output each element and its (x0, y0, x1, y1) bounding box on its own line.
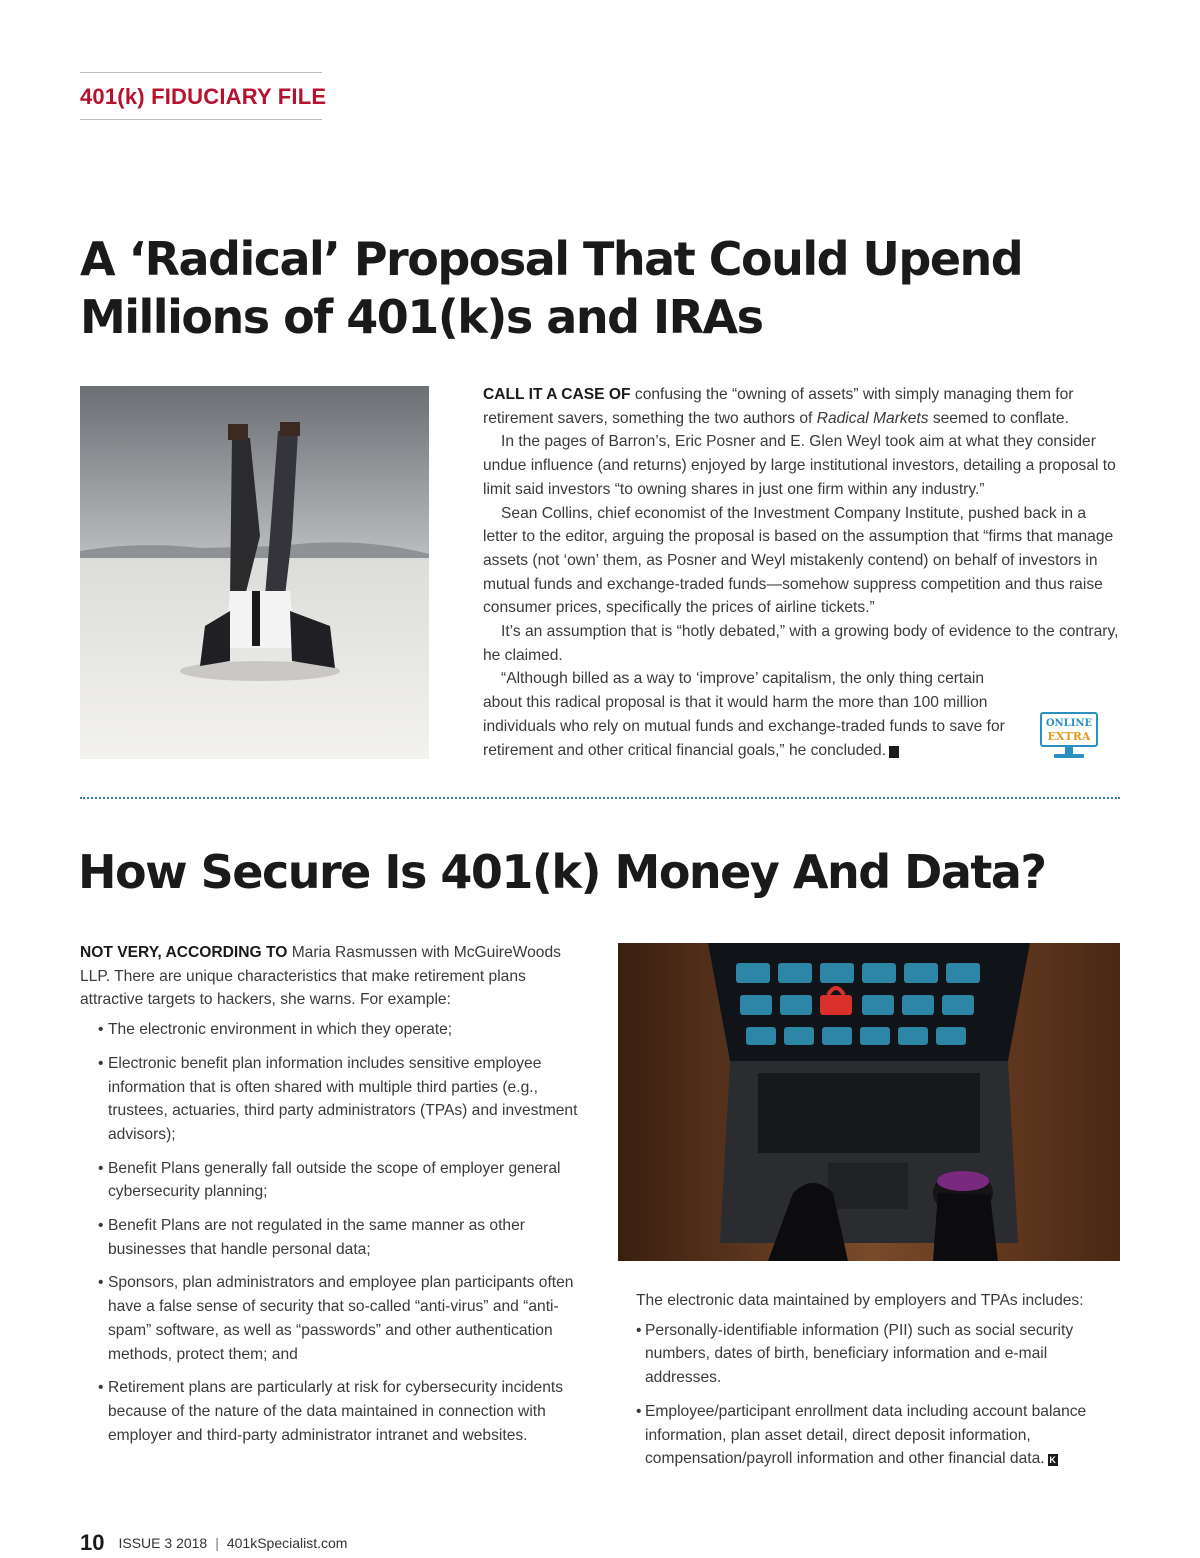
data-section (636, 1289, 1120, 1481)
data-intro: The electronic data maintained by employers and TPAs includes: (636, 1292, 1084, 1309)
list-item: • The electronic environment in which they operate; (80, 1018, 580, 1042)
issue-label: ISSUE 3 2018 (118, 1535, 208, 1551)
list-item: • Sponsors, plan administrators and employee plan participants often have a false sense of security that so-called “anti-virus” and “anti-spam” software, as well as “passwords” and other authentication methods, protect them; and (80, 1271, 580, 1366)
article1-paragraph-2: In the pages of Barron’s, Eric Posner and E. Glen Weyl took aim at what they consider undue influence (and returns) enjoyed by large institutional investors, detailing a proposal to limit said investors “to owning shares in just one firm within any industry.” (483, 433, 1116, 498)
article1-p5-text: “Although billed as a way to ‘improve’ capitalism, the only thing certain about this radical proposal is that it would harm the more than 100 million individuals who rely on mutual funds and exchange-traded funds to save for retirement and other critical financial goals,” he concluded. (483, 670, 1005, 759)
list-item: • Benefit Plans generally fall outside the scope of employer general cybersecurity planning; (80, 1157, 580, 1204)
bottom-rule (80, 119, 322, 120)
article1-paragraph-5 (483, 667, 1013, 762)
online-extra-badge[interactable] (1040, 712, 1098, 760)
list-item (636, 1400, 1120, 1471)
article1-p1-text: confusing the “owning of assets” with simply managing them for retirement savers, something the two authors of (483, 386, 1074, 427)
article-divider (80, 797, 1120, 799)
article1-paragraph-4: It’s an assumption that is “hotly debated,” with a growing body of evidence to the contrary, he claimed. (483, 623, 1119, 664)
book-title: Radical Markets (816, 409, 929, 427)
article1-paragraph-1 (483, 383, 1123, 430)
end-mark-icon: K (889, 746, 899, 758)
article1-paragraph-3: Sean Collins, chief economist of the Investment Company Institute, pushed back in a letter to the editor, arguing the proposal is based on the assumption that “firms that manage assets (not ‘own’ them, as Posner and Weyl mistakenly contend) on behalf of investors in mutual funds and exchange-traded funds—somehow suppress competition and thus raise consumer prices, specifically the prices of airline tickets.” (483, 504, 1114, 617)
badge-line-1: ONLINE (1045, 718, 1093, 729)
page-footer (80, 1530, 347, 1556)
list-item: • Retirement plans are particularly at risk for cybersecurity incidents because of the nature of the data maintained in connection with employer and third-party administrator intranet and websites. (80, 1376, 580, 1447)
risk-list (80, 1018, 580, 1447)
article2-headline: How Secure Is 401(k) Money And Data? (78, 845, 1046, 899)
article2-intro-text: Maria Rasmussen with McGuireWoods LLP. There are unique characteristics that make retirement plans attractive targets to hackers, she warns. For example: (80, 944, 561, 1009)
article1-body (483, 383, 1123, 762)
badge-line-2: EXTRA (1047, 730, 1091, 743)
page-number: 10 (80, 1530, 105, 1555)
end-mark-icon: K (1049, 1455, 1056, 1466)
list-item: • Benefit Plans are not regulated in the same manner as other businesses that handle personal data; (80, 1214, 580, 1261)
top-rule (80, 72, 322, 73)
list-item: • Personally-identifiable information (PII) such as social security numbers, dates of birth, beneficiary information and e-mail addresses. (636, 1319, 1120, 1390)
list-item-text: Employee/participant enrollment data including account balance information, plan asset detail, direct deposit information, compensation/payroll information and other financial data. (645, 1402, 1087, 1468)
list-item: • Electronic benefit plan information includes sensitive employee information that is often shared with multiple third parties (e.g., trustees, actuaries, third party administrators (TPAs) and investment advisors); (80, 1052, 580, 1147)
footer-separator: | (215, 1535, 219, 1551)
article2-body (80, 941, 580, 1457)
headstand-photo (80, 386, 429, 759)
article2-lead: NOT VERY, ACCORDING TO (80, 944, 288, 961)
article1-p1-end: seemed to conflate. (928, 409, 1069, 427)
article1-lead: CALL IT A CASE OF (483, 386, 631, 403)
article1-headline: A ‘Radical’ Proposal That Could Upend Millions of 401(k)s and IRAs (80, 232, 1023, 344)
data-list (636, 1319, 1120, 1471)
article2-intro (80, 941, 580, 1012)
laptop-hacker-photo (618, 943, 1120, 1261)
site-link[interactable]: 401kSpecialist.com (226, 1535, 348, 1551)
section-tag: 401(k) FIDUCIARY FILE (80, 84, 327, 109)
